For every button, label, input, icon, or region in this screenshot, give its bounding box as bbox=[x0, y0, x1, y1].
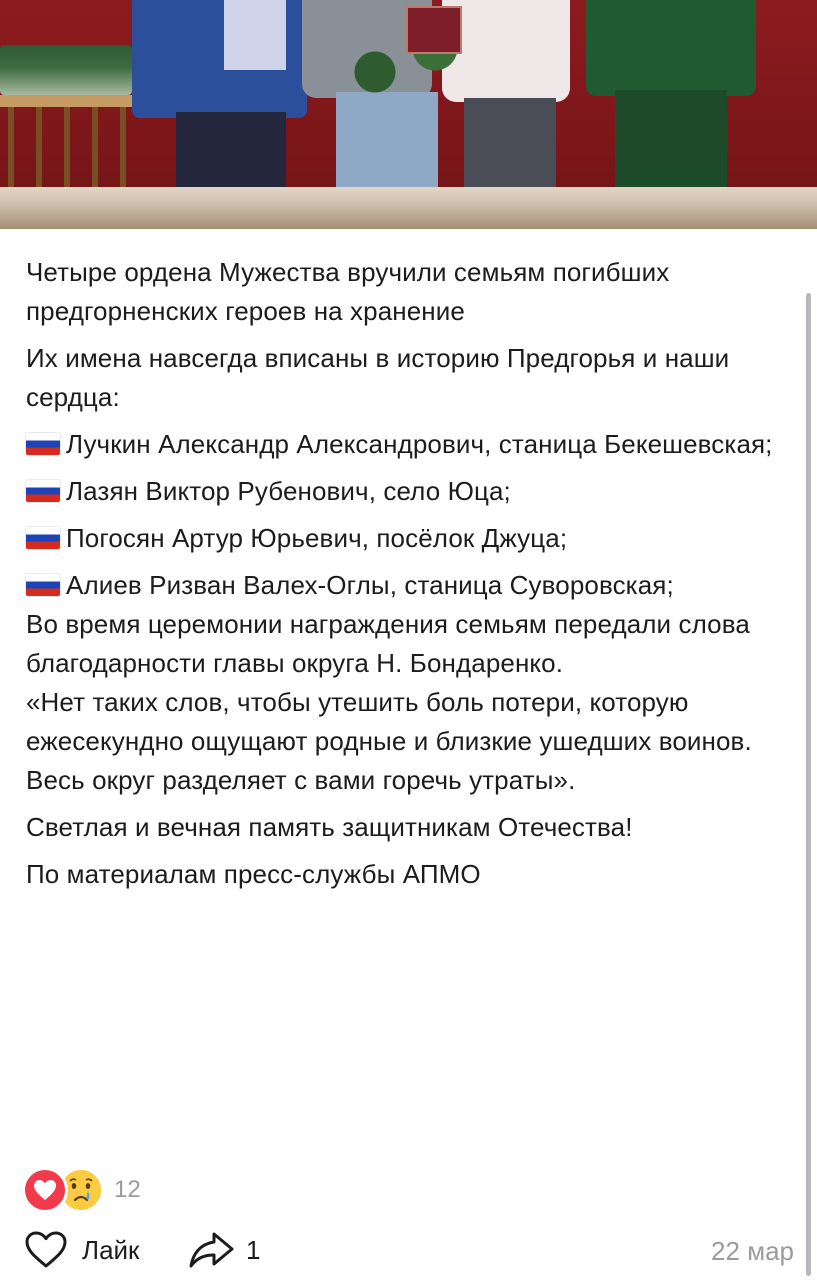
russia-flag-icon bbox=[26, 480, 60, 502]
share-arrow-icon bbox=[188, 1230, 236, 1270]
post-date: 22 мар bbox=[711, 1236, 794, 1266]
post-paragraph: Лазян Виктор Рубенович, село Юца; bbox=[26, 472, 796, 511]
photo-person-1-shirt bbox=[224, 0, 286, 70]
like-button[interactable] bbox=[24, 1230, 139, 1270]
post-paragraph: По материалам пресс-службы АПМО bbox=[26, 859, 481, 889]
heart-outline-icon bbox=[24, 1230, 68, 1270]
reactions-summary[interactable] bbox=[22, 1168, 141, 1212]
post-paragraph: Погосян Артур Юрьевич, посёлок Джуца; bbox=[26, 519, 796, 558]
scrollbar[interactable] bbox=[806, 293, 811, 1276]
share-button[interactable] bbox=[188, 1230, 260, 1270]
post-text bbox=[26, 253, 796, 894]
photo-table bbox=[0, 95, 132, 107]
post-photo[interactable] bbox=[0, 0, 817, 229]
post-action-bar bbox=[24, 1230, 794, 1274]
like-label: Лайк bbox=[82, 1234, 140, 1265]
photo-order-box bbox=[406, 6, 462, 54]
reactions-count: 12 bbox=[114, 1176, 141, 1203]
heart-reaction-icon bbox=[22, 1167, 68, 1213]
post-paragraph: Их имена навсегда вписаны в историю Предгорья и наши сердца: bbox=[26, 343, 737, 412]
photo-floor bbox=[0, 187, 817, 229]
share-count: 1 bbox=[246, 1234, 261, 1265]
russia-flag-icon bbox=[26, 574, 60, 596]
photo-flowers-on-table bbox=[0, 45, 132, 95]
photo-person-4-uniform bbox=[586, 0, 756, 96]
russia-flag-icon bbox=[26, 527, 60, 549]
post-paragraph: Четыре ордена Мужества вручили семьям погибших предгорненских героев на хранение bbox=[26, 257, 677, 326]
post-paragraph: Алиев Ризван Валех-Оглы, станица Суворовская; Во время церемонии награждения семьям передали слова благодарности главы округа Н. Бондаренко. «Нет таких слов, чтобы утешить боль потери, которую ежесекундно ощущают родные и близкие ушедших воинов. Весь округ разделяет с вами горечь утраты». bbox=[26, 570, 752, 795]
russia-flag-icon bbox=[26, 433, 60, 455]
post-paragraph: Светлая и вечная память защитникам Отечества! bbox=[26, 812, 633, 842]
post-paragraph: Лучкин Александр Александрович, станица Бекешевская; bbox=[26, 425, 796, 464]
